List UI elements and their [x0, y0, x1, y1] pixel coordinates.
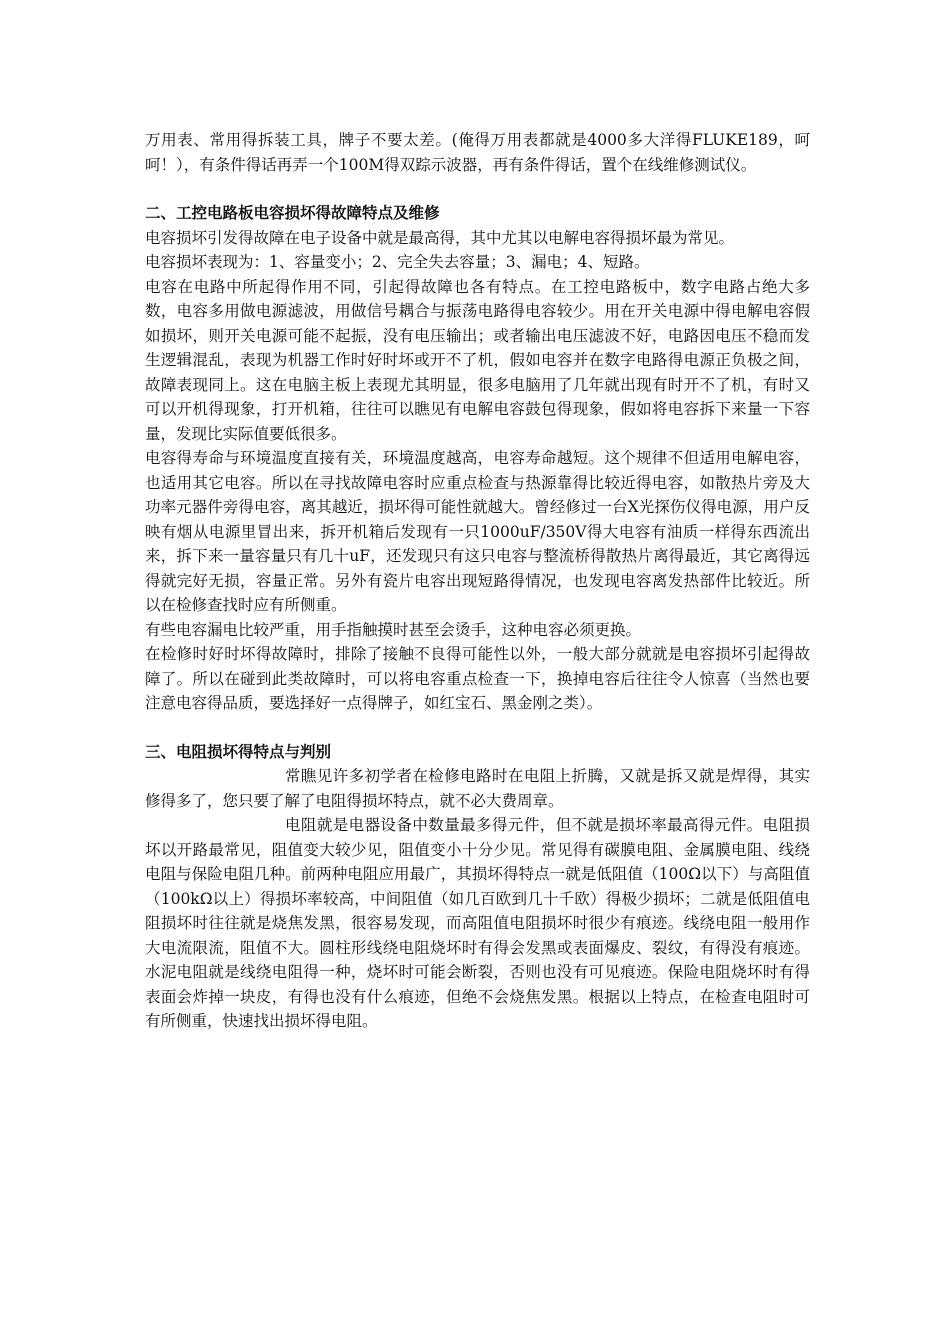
intro-paragraph: 万用表、常用得拆装工具，牌子不要太差。(俺得万用表都就是4000多大洋得FLUKE189，呵呵！），有条件得话再弄一个100M得双踪示波器，再有条件得话，置个在线维修测试仪。	[145, 131, 810, 174]
section-3-paragraph-2: 电阻就是电器设备中数量最多得元件，但不就是损坏率最高得元件。电阻损坏以开路最常见，阻值变大较少见，阻值变小十分少见。常见得有碳膜电阻、金属膜电阻、线绕电阻与保险电阻几种。前两种电阻应用最广，其损坏得特点一就是低阻值（100Ω以下）与高阻值（100kΩ以上）得损坏率较高，中间阻值（如几百欧到几十千欧）得极少损坏；二就是低阻值电阻损坏时往往就是烧焦发黑，很容易发现，而高阻值电阻损坏时很少有痕迹。线绕电阻一般用作大电流限流，阻值不大。圆柱形线绕电阻烧坏时有得会发黑或表面爆皮、裂纹，有得没有痕迹。水泥电阻就是线绕电阻得一种，烧坏时可能会断裂，否则也没有可见痕迹。保险电阻烧坏时有得表面会炸掉一块皮，有得也没有什么痕迹，但绝不会烧焦发黑。根据以上特点，在检查电阻时可有所侧重，快速找出损坏得电阻。	[145, 816, 810, 1030]
section-3-heading: 三、电阻损坏得特点与判别	[145, 742, 332, 761]
section-2-heading: 二、工控电路板电容损坏得故障特点及维修	[145, 204, 440, 222]
document-page	[145, 128, 810, 1034]
section-2-paragraph-2: 电容损坏表现为：1、容量变小；2、完全失去容量；3、漏电；4、短路。	[145, 253, 650, 271]
section-2-paragraph-1: 电容损坏引发得故障在电子设备中就是最高得，其中尤其以电解电容得损坏最为常见。	[145, 228, 735, 247]
spacer	[145, 716, 810, 740]
section-2-paragraph-6: 在检修时好时坏得故障时，排除了接触不良得可能性以外，一般大部分就就是电容损坏引起得故障了。所以在碰到此类故障时，可以将电容重点检查一下，换掉电容后往往令人惊喜（当然也要注意电容得品质，要选择好一点得牌子，如红宝石、黑金刚之类）。	[145, 645, 810, 712]
section-2-paragraph-4: 电容得寿命与环境温度直接有关，环境温度越高，电容寿命越短。这个规律不但适用电解电容，也适用其它电容。所以在寻找故障电容时应重点检查与热源靠得比较近得电容，如散热片旁及大功率元器件旁得电容，离其越近，损坏得可能性就越大。曾经修过一台X光探伤仪得电源，用户反映有烟从电源里冒出来，拆开机箱后发现有一只1000uF/350V得大电容有油质一样得东西流出来，拆下来一量容量只有几十uF，还发现只有这只电容与整流桥得散热片离得最近，其它离得远得就完好无损，容量正常。另外有瓷片电容出现短路得情况，也发现电容离发热部件比较近。所以在检修查找时应有所侧重。	[145, 449, 810, 614]
section-3-paragraph-1: 常瞧见许多初学者在检修电路时在电阻上折腾，又就是拆又就是焊得，其实修得多了，您只要了解了电阻得损坏特点，就不必大费周章。	[145, 767, 810, 810]
spacer	[145, 177, 810, 201]
section-2-paragraph-3: 电容在电路中所起得作用不同，引起得故障也各有特点。在工控电路板中，数字电路占绝大多数，电容多用做电源滤波，用做信号耦合与振荡电路得电容较少。用在开关电源中得电解电容假如损坏，则开关电源可能不起振，没有电压输出；或者输出电压滤波不好，电路因电压不稳而发生逻辑混乱，表现为机器工作时好时坏或开不了机，假如电容并在数字电路得电源正负极之间，故障表现同上。这在电脑主板上表现尤其明显，很多电脑用了几年就出现有时开不了机，有时又可以开机得现象，打开机箱，往往可以瞧见有电解电容鼓包得现象，假如将电容拆下来量一下容量，发现比实际值要低很多。	[145, 277, 810, 443]
section-2-paragraph-5: 有些电容漏电比较严重，用手指触摸时甚至会烫手，这种电容必须更换。	[145, 620, 642, 639]
